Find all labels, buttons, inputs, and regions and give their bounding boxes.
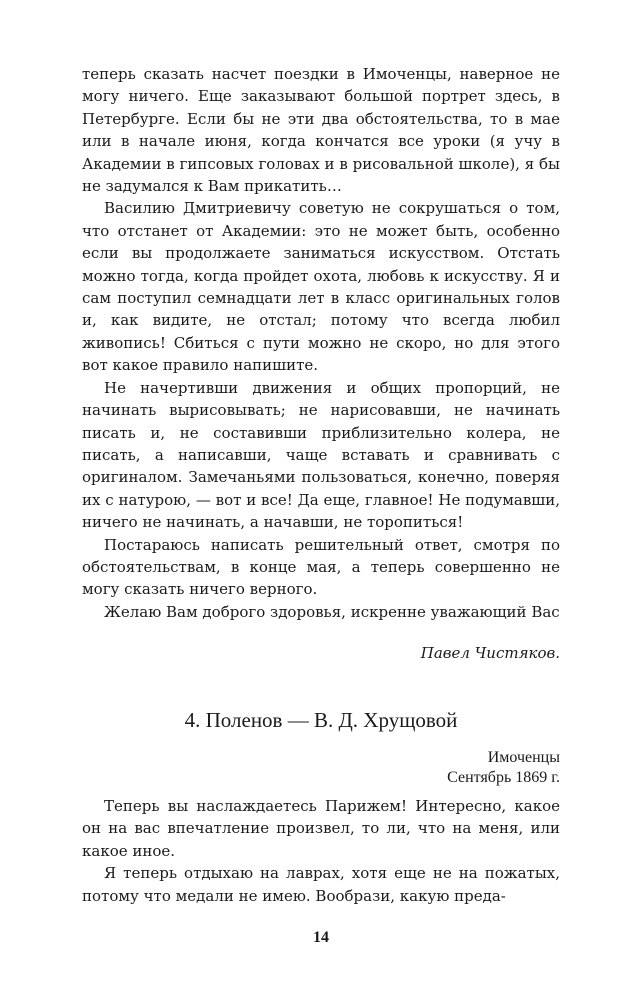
paragraph: Не начертивши движения и общих пропорций, не начинать вырисовывать; не нарисовавши, не начинать писать и, не составивши приблизительно колера, не писать, а написавши, чаще вставать и сравнивать с оригиналом. Замечаньями пользоваться, конечно, поверяя их с натурою, — вот и все! Да еще, главное! Не подумавши, ничего не начинать, а начавши, не торопиться!: [82, 378, 560, 532]
page-number: 14: [313, 929, 329, 946]
paragraph: Желаю Вам доброго здоровья, искренне уважающий Вас: [104, 602, 560, 621]
paragraph: Я теперь отдыхаю на лаврах, хотя еще не на пожатых, потому что медали не имею. Вообрази, какую преда-: [82, 864, 560, 905]
letter-1-body: [82, 63, 560, 623]
signature: Павел Чистяков.: [420, 644, 560, 662]
letter-heading: 4. Поленов — В. Д. Хрущовой: [184, 708, 458, 732]
letter-place: Имоченцы: [487, 749, 560, 766]
letter-date: Сентябрь 1869 г.: [447, 769, 560, 786]
paragraph: Постараюсь написать решительный ответ, смотря по обстоятельствам, в конце мая, а теперь совершенно не могу сказать ничего верного.: [82, 535, 560, 599]
paragraph: Теперь вы наслаждаетесь Парижем! Интересно, какое он на вас впечатление произвел, то ли, что на меня, или какое иное.: [82, 797, 560, 860]
paragraph: Василию Дмитриевичу советую не сокрушаться о том, что отстанет от Академии: это не может быть, особенно если вы продолжаете заниматься искусством. Отстать можно тогда, когда пройдет охота, любовь к искусству. Я и сам поступил семнадцати лет в класс оригинальных голов и, как видите, не отстал; потому что всегда любил живопись! Сбиться с пути можно не скоро, но для этого вот какое правило напишите.: [82, 199, 560, 375]
letter-2-body: [82, 795, 560, 907]
paragraph: теперь сказать насчет поездки в Имоченцы, наверное не могу ничего. Еще заказывают большой портрет здесь, в Петербурге. Если бы не эти два обстоятельства, то в мае или в начале июня, когда кончатся все уроки (я учу в Академии в гипсовых головах и в рисовальной школе), я бы не задумался к Вам прикатить…: [82, 65, 560, 196]
